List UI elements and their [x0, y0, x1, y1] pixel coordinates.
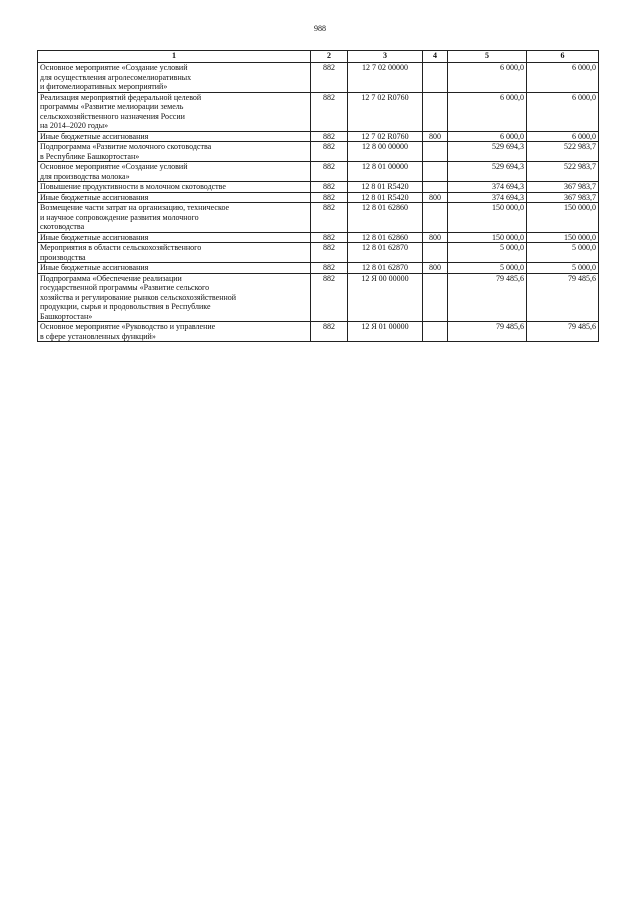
row-amount-col5-cell: 374 694,3: [448, 182, 527, 193]
row-amount-col6-cell: 6 000,0: [527, 63, 599, 93]
table-row: [38, 243, 599, 263]
row-grbs-cell: 882: [311, 92, 348, 131]
row-csr-cell: 12 7 02 R0760: [348, 131, 423, 142]
row-amount-col5-cell: 5 000,0: [448, 263, 527, 274]
table-row: [38, 232, 599, 243]
row-vr-cell: 800: [423, 263, 448, 274]
row-name-cell: Основное мероприятие «Руководство и управление в сфере установленных функций»: [38, 322, 311, 342]
row-name-cell: Иные бюджетные ассигнования: [38, 192, 311, 203]
table-row: [38, 203, 599, 233]
header-col-6: 6: [527, 51, 599, 63]
row-amount-col5-cell: 79 485,6: [448, 322, 527, 342]
header-col-2: 2: [311, 51, 348, 63]
row-name-cell: Реализация мероприятий федеральной целевой программы «Развитие мелиорации земель сельскохозяйственного назначения России на 2014–2020 годы»: [38, 92, 311, 131]
row-csr-cell: 12 8 01 62860: [348, 232, 423, 243]
row-grbs-cell: 882: [311, 232, 348, 243]
row-grbs-cell: 882: [311, 273, 348, 322]
row-csr-cell: 12 Я 00 00000: [348, 273, 423, 322]
table-body: [38, 63, 599, 342]
row-name-cell: Иные бюджетные ассигнования: [38, 263, 311, 274]
row-name-cell: Иные бюджетные ассигнования: [38, 131, 311, 142]
row-name-cell: Подпрограмма «Обеспечение реализации государственной программы «Развитие сельского хозяйства и регулирование рынков сельскохозяйственной продукции, сырья и продовольствия в Республике Башкортостан»: [38, 273, 311, 322]
row-name-cell: Повышение продуктивности в молочном скотоводстве: [38, 182, 311, 193]
row-grbs-cell: 882: [311, 203, 348, 233]
table-row: [38, 322, 599, 342]
row-csr-cell: 12 Я 01 00000: [348, 322, 423, 342]
row-amount-col5-cell: 529 694,3: [448, 142, 527, 162]
row-vr-cell: 800: [423, 192, 448, 203]
row-vr-cell: [423, 162, 448, 182]
row-grbs-cell: 882: [311, 142, 348, 162]
budget-table: [37, 50, 599, 342]
row-amount-col5-cell: 374 694,3: [448, 192, 527, 203]
row-vr-cell: [423, 92, 448, 131]
table-header-row: [38, 51, 599, 63]
row-amount-col6-cell: 522 983,7: [527, 162, 599, 182]
header-col-1: 1: [38, 51, 311, 63]
row-vr-cell: [423, 243, 448, 263]
row-amount-col6-cell: 5 000,0: [527, 243, 599, 263]
row-vr-cell: [423, 142, 448, 162]
row-amount-col6-cell: 79 485,6: [527, 273, 599, 322]
row-name-cell: Подпрограмма «Развитие молочного скотоводства в Республике Башкортостан»: [38, 142, 311, 162]
row-csr-cell: 12 8 01 62870: [348, 263, 423, 274]
table-row: [38, 92, 599, 131]
table-row: [38, 142, 599, 162]
row-grbs-cell: 882: [311, 131, 348, 142]
row-csr-cell: 12 8 01 62870: [348, 243, 423, 263]
table-row: [38, 263, 599, 274]
row-name-cell: Основное мероприятие «Создание условий для осуществления агролесомелиоративных и фитомелиоративных мероприятий»: [38, 63, 311, 93]
row-vr-cell: [423, 182, 448, 193]
row-amount-col6-cell: 6 000,0: [527, 131, 599, 142]
row-csr-cell: 12 8 00 00000: [348, 142, 423, 162]
header-col-4: 4: [423, 51, 448, 63]
row-vr-cell: 800: [423, 232, 448, 243]
row-grbs-cell: 882: [311, 322, 348, 342]
table-row: [38, 162, 599, 182]
row-csr-cell: 12 8 01 R5420: [348, 192, 423, 203]
row-csr-cell: 12 7 02 R0760: [348, 92, 423, 131]
row-amount-col6-cell: 367 983,7: [527, 192, 599, 203]
row-name-cell: Иные бюджетные ассигнования: [38, 232, 311, 243]
row-vr-cell: [423, 273, 448, 322]
row-vr-cell: [423, 203, 448, 233]
row-amount-col5-cell: 6 000,0: [448, 131, 527, 142]
row-amount-col6-cell: 150 000,0: [527, 232, 599, 243]
row-vr-cell: [423, 322, 448, 342]
row-amount-col5-cell: 150 000,0: [448, 203, 527, 233]
row-amount-col6-cell: 150 000,0: [527, 203, 599, 233]
table-row: [38, 192, 599, 203]
table-row: [38, 63, 599, 93]
row-amount-col6-cell: 522 983,7: [527, 142, 599, 162]
row-amount-col5-cell: 6 000,0: [448, 92, 527, 131]
row-amount-col5-cell: 6 000,0: [448, 63, 527, 93]
row-grbs-cell: 882: [311, 182, 348, 193]
row-vr-cell: 800: [423, 131, 448, 142]
row-amount-col5-cell: 529 694,3: [448, 162, 527, 182]
row-amount-col6-cell: 79 485,6: [527, 322, 599, 342]
row-csr-cell: 12 8 01 R5420: [348, 182, 423, 193]
row-amount-col5-cell: 150 000,0: [448, 232, 527, 243]
row-grbs-cell: 882: [311, 192, 348, 203]
table-row: [38, 273, 599, 322]
row-name-cell: Возмещение части затрат на организацию, техническое и научное сопровождение развития молочного скотоводства: [38, 203, 311, 233]
row-name-cell: Основное мероприятие «Создание условий для производства молока»: [38, 162, 311, 182]
row-grbs-cell: 882: [311, 162, 348, 182]
table-row: [38, 182, 599, 193]
row-csr-cell: 12 8 01 00000: [348, 162, 423, 182]
row-csr-cell: 12 7 02 00000: [348, 63, 423, 93]
header-col-5: 5: [448, 51, 527, 63]
table-row: [38, 131, 599, 142]
row-grbs-cell: 882: [311, 63, 348, 93]
row-amount-col6-cell: 367 983,7: [527, 182, 599, 193]
row-grbs-cell: 882: [311, 263, 348, 274]
page-number: 988: [314, 24, 326, 33]
row-amount-col5-cell: 79 485,6: [448, 273, 527, 322]
row-csr-cell: 12 8 01 62860: [348, 203, 423, 233]
row-amount-col6-cell: 6 000,0: [527, 92, 599, 131]
row-vr-cell: [423, 63, 448, 93]
row-name-cell: Мероприятия в области сельскохозяйственного производства: [38, 243, 311, 263]
row-grbs-cell: 882: [311, 243, 348, 263]
header-col-3: 3: [348, 51, 423, 63]
row-amount-col5-cell: 5 000,0: [448, 243, 527, 263]
row-amount-col6-cell: 5 000,0: [527, 263, 599, 274]
